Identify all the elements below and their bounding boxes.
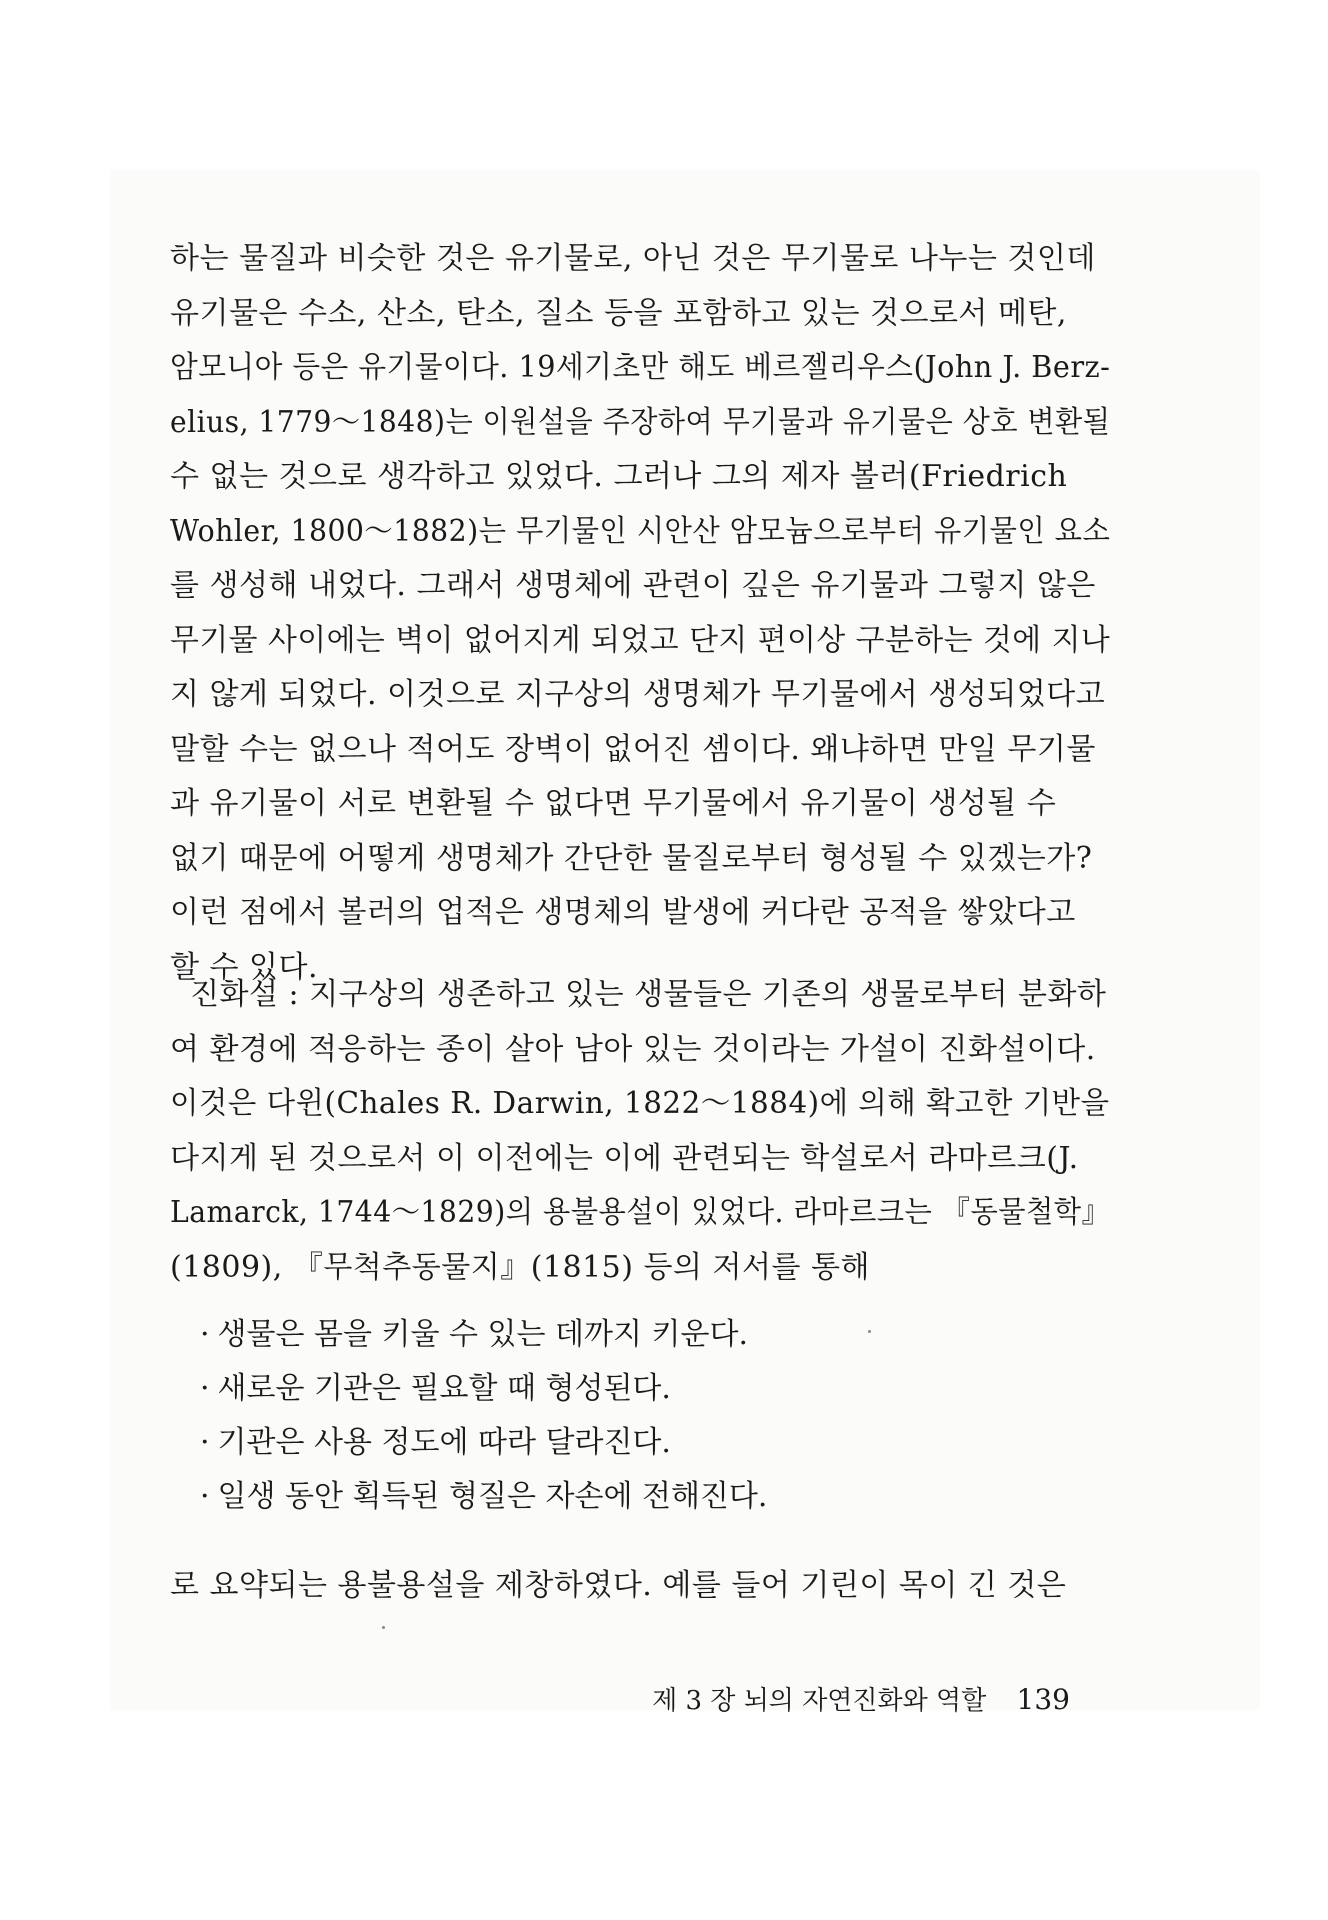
text-line: 할 수 있다. [170,949,319,985]
text-line: 진화설 : 지구상의 생존하고 있는 생물들은 기존의 생물로부터 분화하 [170,977,1107,1012]
text-line: 여 환경에 적응하는 종이 살아 남아 있는 것이라는 가설이 진화설이다. [170,1031,1096,1067]
list-item-text: 생물은 몸을 키울 수 있는 데까지 키운다. [217,1317,748,1352]
text-line: 과 유기물이 서로 변환될 수 없다면 무기물에서 유기물이 생성될 수 [170,786,1057,821]
chapter-title: 제 3 장 뇌의 자연진화와 역할 [652,1686,987,1716]
text-line: 무기물 사이에는 벽이 없어지게 되었고 단지 편이상 구분하는 것에 지나 [170,622,1111,658]
bullet-marker: · [200,1317,210,1352]
text-line: 다지게 된 것으로서 이 이전에는 이에 관련되는 학설로서 라마르크(J. [170,1140,1079,1176]
text-line: 지 않게 되었다. 이것으로 지구상의 생명체가 무기물에서 생성되었다고 [170,677,1106,712]
bullet-marker: · [200,1425,210,1460]
bullet-marker: · [200,1479,210,1514]
lamarck-principles-list [200,1308,1020,1524]
text-line: Wohler, 1800～1882)는 무기물인 시안산 암모늄으로부터 유기물인 요소 [170,513,1111,549]
list-item [200,1308,1020,1362]
list-item [200,1362,1020,1416]
list-item-text: 새로운 기관은 필요할 때 형성된다. [217,1371,671,1406]
text-line: 유기물은 수소, 산소, 탄소, 질소 등을 포함하고 있는 것으로서 메탄, [170,295,1067,331]
text-line: 이런 점에서 볼러의 업적은 생명체의 발생에 커다란 공적을 쌓았다고 [170,895,1076,930]
bullet-marker: · [200,1371,210,1406]
text-line: 말할 수는 없으나 적어도 장벽이 없어진 셈이다. 왜냐하면 만일 무기물 [170,731,1096,767]
page-footer [652,1680,1070,1717]
paragraph-organic-inorganic [170,232,1110,995]
print-speck [382,1626,385,1629]
paragraph-evolution-theory [170,968,1110,1295]
text-line: Lamarck, 1744～1829)의 용불용설이 있었다. 라마르크는 『동물철학』 [170,1195,1111,1230]
text-line: 를 생성해 내었다. 그래서 생명체에 관련이 깊은 유기물과 그렇지 않은 [170,568,1096,603]
text-line: 이것은 다윈(Chales R. Darwin, 1822～1884)에 의해 확고한 기반을 [170,1086,1110,1121]
page-number: 139 [1016,1683,1070,1716]
list-item-text: 기관은 사용 정도에 따라 달라진다. [217,1425,671,1460]
list-item [200,1416,1020,1470]
text-line: (1809), 『무척추동물지』(1815) 등의 저서를 통해 [170,1249,870,1285]
text-line: 수 없는 것으로 생각하고 있었다. 그러나 그의 제자 볼러(Friedrich [170,459,1068,494]
list-item [200,1470,1020,1524]
text-line: 암모니아 등은 유기물이다. 19세기초만 해도 베르젤리우스(John J. Berz- [170,350,1111,385]
list-item-text: 일생 동안 획득된 형질은 자손에 전해진다. [217,1479,768,1514]
text-line: 없기 때문에 어떻게 생명체가 간단한 물질로부터 형성될 수 있겠는가? [170,840,1093,876]
text-line: elius, 1779～1848)는 이원설을 주장하여 무기물과 유기물은 상호 변환될 [170,404,1111,440]
text-line: 하는 물질과 비슷한 것은 유기물로, 아닌 것은 무기물로 나누는 것인데 [170,241,1096,276]
closing-line: 로 요약되는 용불용설을 제창하였다. 예를 들어 기린이 목이 긴 것은 [170,1568,1067,1603]
print-speck [868,1330,871,1333]
